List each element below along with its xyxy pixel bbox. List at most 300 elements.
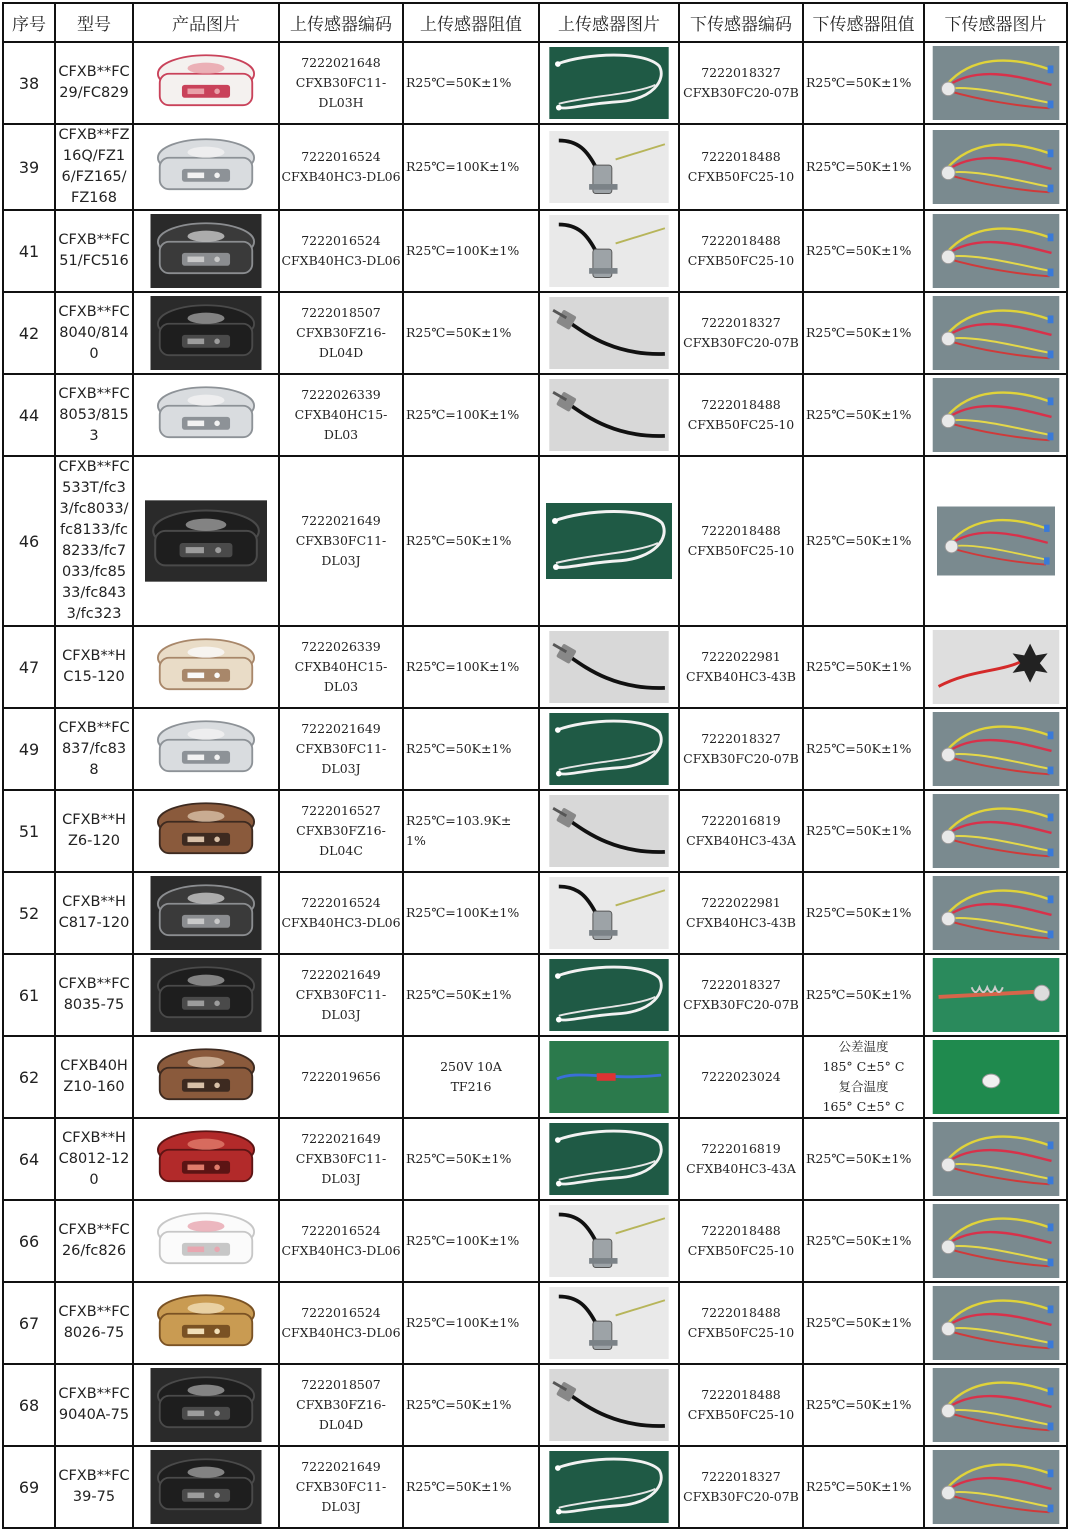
cell-line: DL03 (323, 679, 359, 694)
table-row (3, 1364, 1067, 1446)
upper-sensor-resistance (403, 954, 539, 1036)
cell-line: 7222021649 (301, 967, 381, 982)
lower-sensor-code (679, 1282, 803, 1364)
model-number: CFXB**FC9040A-75 (55, 1364, 133, 1446)
product-image (133, 1282, 279, 1364)
upper-sensor-image (539, 210, 679, 292)
table-row (3, 1200, 1067, 1282)
cell-line: R25℃=100K±1% (406, 159, 520, 174)
row-number: 51 (3, 790, 55, 872)
lower-sensor-code (679, 210, 803, 292)
cell-line: CFXB50FC25-10 (687, 1325, 795, 1340)
cell-line: R25℃=50K±1% (806, 75, 912, 90)
upper-sensor-code (279, 954, 403, 1036)
row-number: 68 (3, 1364, 55, 1446)
lower-sensor-image (924, 42, 1067, 124)
cell-line: R25℃=50K±1% (806, 741, 912, 756)
product-image (133, 872, 279, 954)
upper-sensor-resistance (403, 1036, 539, 1118)
cell-line: DL03H (318, 95, 364, 110)
product-image (133, 292, 279, 374)
cell-line: 7222021649 (301, 1459, 381, 1474)
upper-sensor-code (279, 292, 403, 374)
model-number: CFXB**HZ6-120 (55, 790, 133, 872)
sensor-photo (546, 379, 672, 451)
product-image (133, 1036, 279, 1118)
upper-sensor-resistance (403, 1200, 539, 1282)
cell-line: 7222018488 (701, 149, 781, 164)
cell-line: 7222018488 (701, 1305, 781, 1320)
lower-sensor-image (924, 626, 1067, 708)
cell-line: 7222026339 (301, 639, 381, 654)
cell-line: R25℃=100K±1% (406, 243, 520, 258)
upper-sensor-code (279, 872, 403, 954)
upper-sensor-resistance (403, 42, 539, 124)
table-row (3, 1118, 1067, 1200)
header-upper-code: 上传感器编码 (279, 3, 403, 42)
sensor-photo (930, 1122, 1062, 1196)
cell-line: R25℃=50K±1% (806, 1315, 912, 1330)
upper-sensor-resistance (403, 790, 539, 872)
cell-line: 7222021649 (301, 721, 381, 736)
upper-sensor-image (539, 124, 679, 210)
cell-line: R25℃=50K±1% (406, 1151, 512, 1166)
lower-sensor-code (679, 1036, 803, 1118)
upper-sensor-resistance (403, 374, 539, 456)
cell-line: 185° C±5° C (822, 1059, 905, 1074)
model-number: CFXB**HC15-120 (55, 626, 133, 708)
cell-line: R25℃=50K±1% (806, 325, 912, 340)
lower-sensor-resistance (803, 872, 924, 954)
cell-line: 7222016527 (301, 803, 381, 818)
cell-line: 7222022981 (701, 895, 781, 910)
rice-cooker-photo (147, 1122, 265, 1196)
sensor-photo (546, 959, 672, 1031)
model-number: CFXB40HZ10-160 (55, 1036, 133, 1118)
lower-sensor-image (924, 872, 1067, 954)
upper-sensor-resistance (403, 210, 539, 292)
upper-sensor-resistance (403, 626, 539, 708)
cell-line: R25℃=50K±1% (406, 1479, 512, 1494)
sensor-photo (546, 486, 672, 596)
upper-sensor-code (279, 790, 403, 872)
cell-line: R25℃=50K±1% (806, 905, 912, 920)
product-image (133, 210, 279, 292)
table-row (3, 872, 1067, 954)
header-lower-resistance: 下传感器阻值 (803, 3, 924, 42)
upper-sensor-resistance (403, 708, 539, 790)
cell-line: CFXB30FZ16- (296, 823, 386, 838)
lower-sensor-code (679, 374, 803, 456)
model-number: CFXB**FC533T/fc33/fc8033/fc8133/fc8233/fc7033/fc8533/fc8433/fc323 (55, 456, 133, 626)
upper-sensor-resistance (403, 1282, 539, 1364)
lower-sensor-code (679, 1364, 803, 1446)
cell-line: CFXB30FC20-07B (683, 85, 799, 100)
cell-line: 7222023024 (701, 1069, 781, 1084)
sensor-photo (546, 713, 672, 785)
table-row (3, 708, 1067, 790)
header-row (3, 3, 1067, 42)
model-number: CFXB**FC26/fc826 (55, 1200, 133, 1282)
cell-line: CFXB30FC11- (295, 533, 387, 548)
sensor-photo (546, 1123, 672, 1195)
model-number: CFXB**FC51/FC516 (55, 210, 133, 292)
cell-line: 7222016524 (301, 895, 381, 910)
cell-line: CFXB40HC3-DL06 (281, 253, 401, 268)
sensor-photo (930, 214, 1062, 288)
lower-sensor-code (679, 456, 803, 626)
product-image (133, 708, 279, 790)
row-number: 64 (3, 1118, 55, 1200)
upper-sensor-code (279, 1282, 403, 1364)
lower-sensor-image (924, 1446, 1067, 1528)
product-image (133, 626, 279, 708)
rice-cooker-photo (147, 1286, 265, 1360)
sensor-photo (546, 215, 672, 287)
cell-line: CFXB40HC3-43A (686, 833, 796, 848)
cell-line: DL03J (321, 1499, 361, 1514)
cell-line: 7222018327 (701, 977, 781, 992)
lower-sensor-resistance (803, 708, 924, 790)
upper-sensor-image (539, 1282, 679, 1364)
lower-sensor-resistance (803, 124, 924, 210)
cell-line: R25℃=103.9K± (406, 813, 512, 828)
cell-line: DL03 (323, 427, 359, 442)
cell-line: DL04C (319, 843, 363, 858)
row-number: 52 (3, 872, 55, 954)
table-row (3, 374, 1067, 456)
cell-line: CFXB50FC25-10 (687, 169, 795, 184)
sensor-photo (546, 1205, 672, 1277)
cell-line: CFXB30FZ16- (296, 325, 386, 340)
cell-line: DL03J (321, 1007, 361, 1022)
table-row (3, 954, 1067, 1036)
cell-line: R25℃=50K±1% (806, 243, 912, 258)
upper-sensor-image (539, 790, 679, 872)
lower-sensor-code (679, 708, 803, 790)
product-image (133, 1118, 279, 1200)
upper-sensor-image (539, 1446, 679, 1528)
lower-sensor-resistance (803, 374, 924, 456)
lower-sensor-code (679, 790, 803, 872)
cell-line: 7222016819 (701, 813, 781, 828)
table-row (3, 124, 1067, 210)
sensor-photo (930, 1040, 1062, 1114)
cell-line: R25℃=50K±1% (806, 1233, 912, 1248)
row-number: 39 (3, 124, 55, 210)
model-number: CFXB**FZ16Q/FZ16/FZ165/FZ168 (55, 124, 133, 210)
cell-line: 1% (406, 833, 426, 848)
sensor-photo (546, 1287, 672, 1359)
lower-sensor-image (924, 708, 1067, 790)
lower-sensor-image (924, 1364, 1067, 1446)
rice-cooker-photo (147, 1368, 265, 1442)
cell-line: CFXB40HC3-43A (686, 1161, 796, 1176)
model-number: CFXB**FC29/FC829 (55, 42, 133, 124)
product-image (133, 456, 279, 626)
rice-cooker-photo (147, 214, 265, 288)
upper-sensor-code (279, 708, 403, 790)
sensor-photo (546, 1041, 672, 1113)
upper-sensor-code (279, 1118, 403, 1200)
cell-line: CFXB50FC25-10 (687, 543, 795, 558)
sensor-photo (937, 466, 1055, 616)
model-number: CFXB**HC8012-120 (55, 1118, 133, 1200)
cell-line: R25℃=50K±1% (406, 325, 512, 340)
product-image (133, 374, 279, 456)
cell-line: 7222016524 (301, 1305, 381, 1320)
cell-line: CFXB50FC25-10 (687, 1407, 795, 1422)
upper-sensor-image (539, 1118, 679, 1200)
upper-sensor-code (279, 124, 403, 210)
upper-sensor-image (539, 954, 679, 1036)
sensor-photo (546, 47, 672, 119)
model-number: CFXB**FC39-75 (55, 1446, 133, 1528)
cell-line: 7222018327 (701, 1469, 781, 1484)
lower-sensor-image (924, 124, 1067, 210)
cell-line: R25℃=100K±1% (406, 1233, 520, 1248)
cell-line: CFXB40HC3-DL06 (281, 1243, 401, 1258)
table-row (3, 1446, 1067, 1528)
rice-cooker-photo (145, 466, 267, 616)
lower-sensor-resistance (803, 626, 924, 708)
table-row (3, 456, 1067, 626)
cell-line: R25℃=50K±1% (806, 407, 912, 422)
table-row (3, 1036, 1067, 1118)
upper-sensor-resistance (403, 292, 539, 374)
upper-sensor-image (539, 626, 679, 708)
upper-sensor-resistance (403, 124, 539, 210)
model-number: CFXB**FC8053/8153 (55, 374, 133, 456)
rice-cooker-photo (147, 876, 265, 950)
product-image (133, 790, 279, 872)
upper-sensor-resistance (403, 456, 539, 626)
lower-sensor-resistance (803, 1200, 924, 1282)
upper-sensor-code (279, 1200, 403, 1282)
lower-sensor-resistance (803, 42, 924, 124)
cell-line: R25℃=50K±1% (406, 987, 512, 1002)
cell-line: CFXB50FC25-10 (687, 417, 795, 432)
cell-line: 7222018488 (701, 233, 781, 248)
lower-sensor-code (679, 626, 803, 708)
cell-line: CFXB30FC20-07B (683, 997, 799, 1012)
lower-sensor-image (924, 1282, 1067, 1364)
product-image (133, 954, 279, 1036)
header-upper-image: 上传感器图片 (539, 3, 679, 42)
cell-line: CFXB40HC3-DL06 (281, 915, 401, 930)
sensor-photo (930, 712, 1062, 786)
table-row (3, 42, 1067, 124)
lower-sensor-resistance (803, 1364, 924, 1446)
lower-sensor-image (924, 292, 1067, 374)
cell-line: CFXB40HC3-DL06 (281, 1325, 401, 1340)
sensor-photo (930, 876, 1062, 950)
cell-line: DL03J (321, 1171, 361, 1186)
upper-sensor-resistance (403, 1364, 539, 1446)
sensor-photo (546, 877, 672, 949)
lower-sensor-resistance (803, 790, 924, 872)
lower-sensor-code (679, 1446, 803, 1528)
rice-cooker-photo (147, 1040, 265, 1114)
cell-line: R25℃=50K±1% (806, 823, 912, 838)
sensor-photo (930, 958, 1062, 1032)
lower-sensor-resistance (803, 456, 924, 626)
header-no: 序号 (3, 3, 55, 42)
cell-line: CFXB40HC3-43B (686, 915, 796, 930)
sensor-photo (930, 1450, 1062, 1524)
cell-line: DL04D (318, 345, 364, 360)
cell-line: 7222018488 (701, 397, 781, 412)
row-number: 62 (3, 1036, 55, 1118)
sensor-photo (930, 1204, 1062, 1278)
lower-sensor-code (679, 954, 803, 1036)
cell-line: R25℃=50K±1% (406, 741, 512, 756)
lower-sensor-code (679, 42, 803, 124)
cell-line: 7222021649 (301, 1131, 381, 1146)
rice-cooker-photo (147, 46, 265, 120)
cell-line: R25℃=50K±1% (806, 159, 912, 174)
cell-line: 7222018327 (701, 731, 781, 746)
table-row (3, 292, 1067, 374)
cell-line: 7222019656 (301, 1069, 381, 1084)
upper-sensor-image (539, 456, 679, 626)
lower-sensor-resistance (803, 1282, 924, 1364)
cell-line: R25℃=50K±1% (806, 533, 912, 548)
rice-cooker-photo (147, 712, 265, 786)
table-body (3, 42, 1067, 1528)
sensor-photo (930, 630, 1062, 704)
header-lower-code: 下传感器编码 (679, 3, 803, 42)
table-row (3, 1282, 1067, 1364)
table-row (3, 790, 1067, 872)
cell-line: CFXB30FC11- (295, 987, 387, 1002)
lower-sensor-image (924, 1036, 1067, 1118)
cell-line: 7222016819 (701, 1141, 781, 1156)
cell-line: R25℃=50K±1% (806, 1151, 912, 1166)
cell-line: R25℃=100K±1% (406, 905, 520, 920)
header-product-image: 产品图片 (133, 3, 279, 42)
cell-line: 7222016524 (301, 1223, 381, 1238)
cell-line: 250V 10A (440, 1059, 502, 1074)
cell-line: CFXB50FC25-10 (687, 1243, 795, 1258)
sensor-photo (930, 130, 1062, 204)
cell-line: CFXB40HC15- (294, 659, 388, 674)
row-number: 47 (3, 626, 55, 708)
cell-line: 7222018327 (701, 315, 781, 330)
upper-sensor-code (279, 456, 403, 626)
cell-line: 7222018488 (701, 523, 781, 538)
sensor-photo (546, 795, 672, 867)
cell-line: TF216 (450, 1079, 492, 1094)
upper-sensor-code (279, 42, 403, 124)
cell-line: CFXB30FC20-07B (683, 1489, 799, 1504)
upper-sensor-image (539, 42, 679, 124)
cell-line: CFXB30FC20-07B (683, 335, 799, 350)
sensor-photo (546, 1369, 672, 1441)
lower-sensor-code (679, 1200, 803, 1282)
rice-cooker-photo (147, 1204, 265, 1278)
cell-line: 7222021649 (301, 513, 381, 528)
upper-sensor-image (539, 1364, 679, 1446)
cell-line: 7222018327 (701, 65, 781, 80)
sensor-photo (546, 131, 672, 203)
cell-line: 公差温度 (838, 1039, 889, 1054)
sensor-photo (930, 46, 1062, 120)
upper-sensor-image (539, 1200, 679, 1282)
upper-sensor-code (279, 1364, 403, 1446)
lower-sensor-image (924, 210, 1067, 292)
lower-sensor-image (924, 374, 1067, 456)
cell-line: R25℃=50K±1% (806, 659, 912, 674)
lower-sensor-code (679, 292, 803, 374)
lower-sensor-image (924, 456, 1067, 626)
row-number: 38 (3, 42, 55, 124)
lower-sensor-resistance (803, 954, 924, 1036)
cell-line: DL04D (318, 1417, 364, 1432)
upper-sensor-image (539, 374, 679, 456)
rice-cooker-photo (147, 958, 265, 1032)
cell-line: R25℃=50K±1% (806, 1479, 912, 1494)
upper-sensor-code (279, 210, 403, 292)
cell-line: 复合温度 (838, 1079, 889, 1094)
row-number: 44 (3, 374, 55, 456)
sensor-photo (546, 297, 672, 369)
table-row (3, 210, 1067, 292)
upper-sensor-image (539, 292, 679, 374)
cell-line: R25℃=50K±1% (406, 533, 512, 548)
sensor-photo (930, 794, 1062, 868)
row-number: 42 (3, 292, 55, 374)
table-row (3, 626, 1067, 708)
sensor-photo (546, 1451, 672, 1523)
upper-sensor-image (539, 708, 679, 790)
upper-sensor-image (539, 1036, 679, 1118)
rice-cooker-photo (147, 296, 265, 370)
upper-sensor-image (539, 872, 679, 954)
product-image (133, 1200, 279, 1282)
cell-line: R25℃=50K±1% (806, 987, 912, 1002)
lower-sensor-resistance (803, 1118, 924, 1200)
upper-sensor-code (279, 1446, 403, 1528)
product-image (133, 124, 279, 210)
lower-sensor-code (679, 1118, 803, 1200)
cell-line: CFXB30FZ16- (296, 1397, 386, 1412)
lower-sensor-image (924, 790, 1067, 872)
model-number: CFXB**FC8040/8140 (55, 292, 133, 374)
row-number: 69 (3, 1446, 55, 1528)
lower-sensor-code (679, 124, 803, 210)
cell-line: 7222018488 (701, 1223, 781, 1238)
upper-sensor-resistance (403, 1118, 539, 1200)
rice-cooker-photo (147, 794, 265, 868)
cell-line: R25℃=100K±1% (406, 1315, 520, 1330)
cell-line: R25℃=50K±1% (406, 1397, 512, 1412)
upper-sensor-code (279, 374, 403, 456)
rice-cooker-photo (147, 378, 265, 452)
product-image (133, 42, 279, 124)
cell-line: CFXB30FC11- (295, 1479, 387, 1494)
cell-line: CFXB30FC11- (295, 75, 387, 90)
lower-sensor-image (924, 954, 1067, 1036)
sensor-photo (546, 631, 672, 703)
header-model: 型号 (55, 3, 133, 42)
cell-line: 7222016524 (301, 233, 381, 248)
cell-line: 165° C±5° C (822, 1099, 905, 1114)
row-number: 67 (3, 1282, 55, 1364)
lower-sensor-resistance (803, 1036, 924, 1118)
cell-line: 7222026339 (301, 387, 381, 402)
cell-line: 7222018507 (301, 1377, 381, 1392)
